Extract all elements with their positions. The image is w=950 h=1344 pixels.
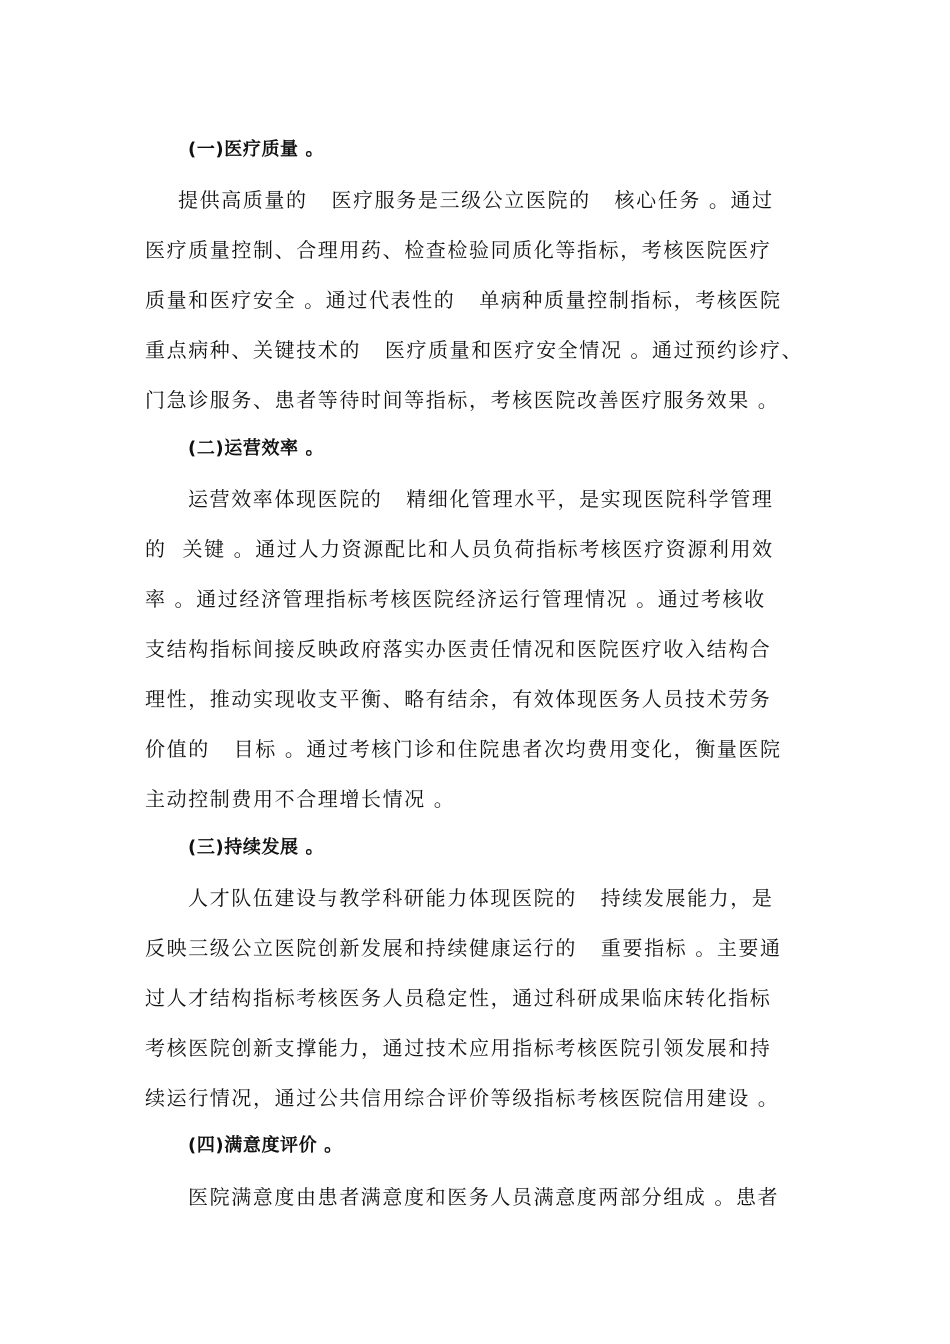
paragraph-line: 续运行情况，通过公共信用综合评价等级指标考核医院信用建设 。 (145, 1086, 780, 1110)
paragraph-line: 的 关键 。通过人力资源配比和人员负荷指标考核医疗资源利用效 (145, 537, 774, 561)
section-heading-operational-efficiency: (二)运营效率 。 (188, 438, 325, 459)
paragraph-line: 理性，推动实现收支平衡、略有结余，有效体现医务人员技术劳务 (145, 687, 772, 711)
section-heading-medical-quality: (一)医疗质量 。 (188, 139, 325, 160)
paragraph-line: 反映三级公立医院创新发展和持续健康运行的 重要指标 。主要通 (145, 936, 782, 960)
paragraph-line: 率 。通过经济管理指标考核医院经济运行管理情况 。通过考核收 (145, 587, 766, 611)
paragraph-line: 运营效率体现医院的 精细化管理水平，是实现医院科学管理 (188, 487, 774, 511)
section-heading-satisfaction-evaluation: (四)满意度评价 。 (188, 1135, 343, 1156)
paragraph-line: 过人才结构指标考核医务人员稳定性，通过科研成果临床转化指标 (145, 986, 772, 1010)
paragraph-line: 医院满意度由患者满意度和医务人员满意度两部分组成 。患者 (188, 1185, 780, 1209)
paragraph-line: 重点病种、关键技术的 医疗质量和医疗安全情况 。通过预约诊疗、 (145, 338, 804, 362)
paragraph-line: 考核医院创新支撑能力，通过技术应用指标考核医院引领发展和持 (145, 1036, 772, 1060)
paragraph-line: 人才队伍建设与教学科研能力体现医院的 持续发展能力，是 (188, 886, 774, 910)
paragraph-line: 提供高质量的 医疗服务是三级公立医院的 核心任务 。通过 (178, 188, 774, 212)
paragraph-line: 门急诊服务、患者等待时间等指标，考核医院改善医疗服务效果 。 (145, 388, 780, 412)
paragraph-line: 主动控制费用不合理增长情况 。 (145, 787, 456, 811)
paragraph-line: 价值的 目标 。通过考核门诊和住院患者次均费用变化，衡量医院 (145, 737, 782, 761)
paragraph-line: 医疗质量控制、合理用药、检查检验同质化等指标，考核医院医疗 (145, 238, 772, 262)
section-heading-sustainable-development: (三)持续发展 。 (188, 837, 325, 858)
paragraph-line: 支结构指标间接反映政府落实办医责任情况和医院医疗收入结构合 (145, 637, 772, 661)
paragraph-line: 质量和医疗安全 。通过代表性的 单病种质量控制指标，考核医院 (145, 288, 782, 312)
